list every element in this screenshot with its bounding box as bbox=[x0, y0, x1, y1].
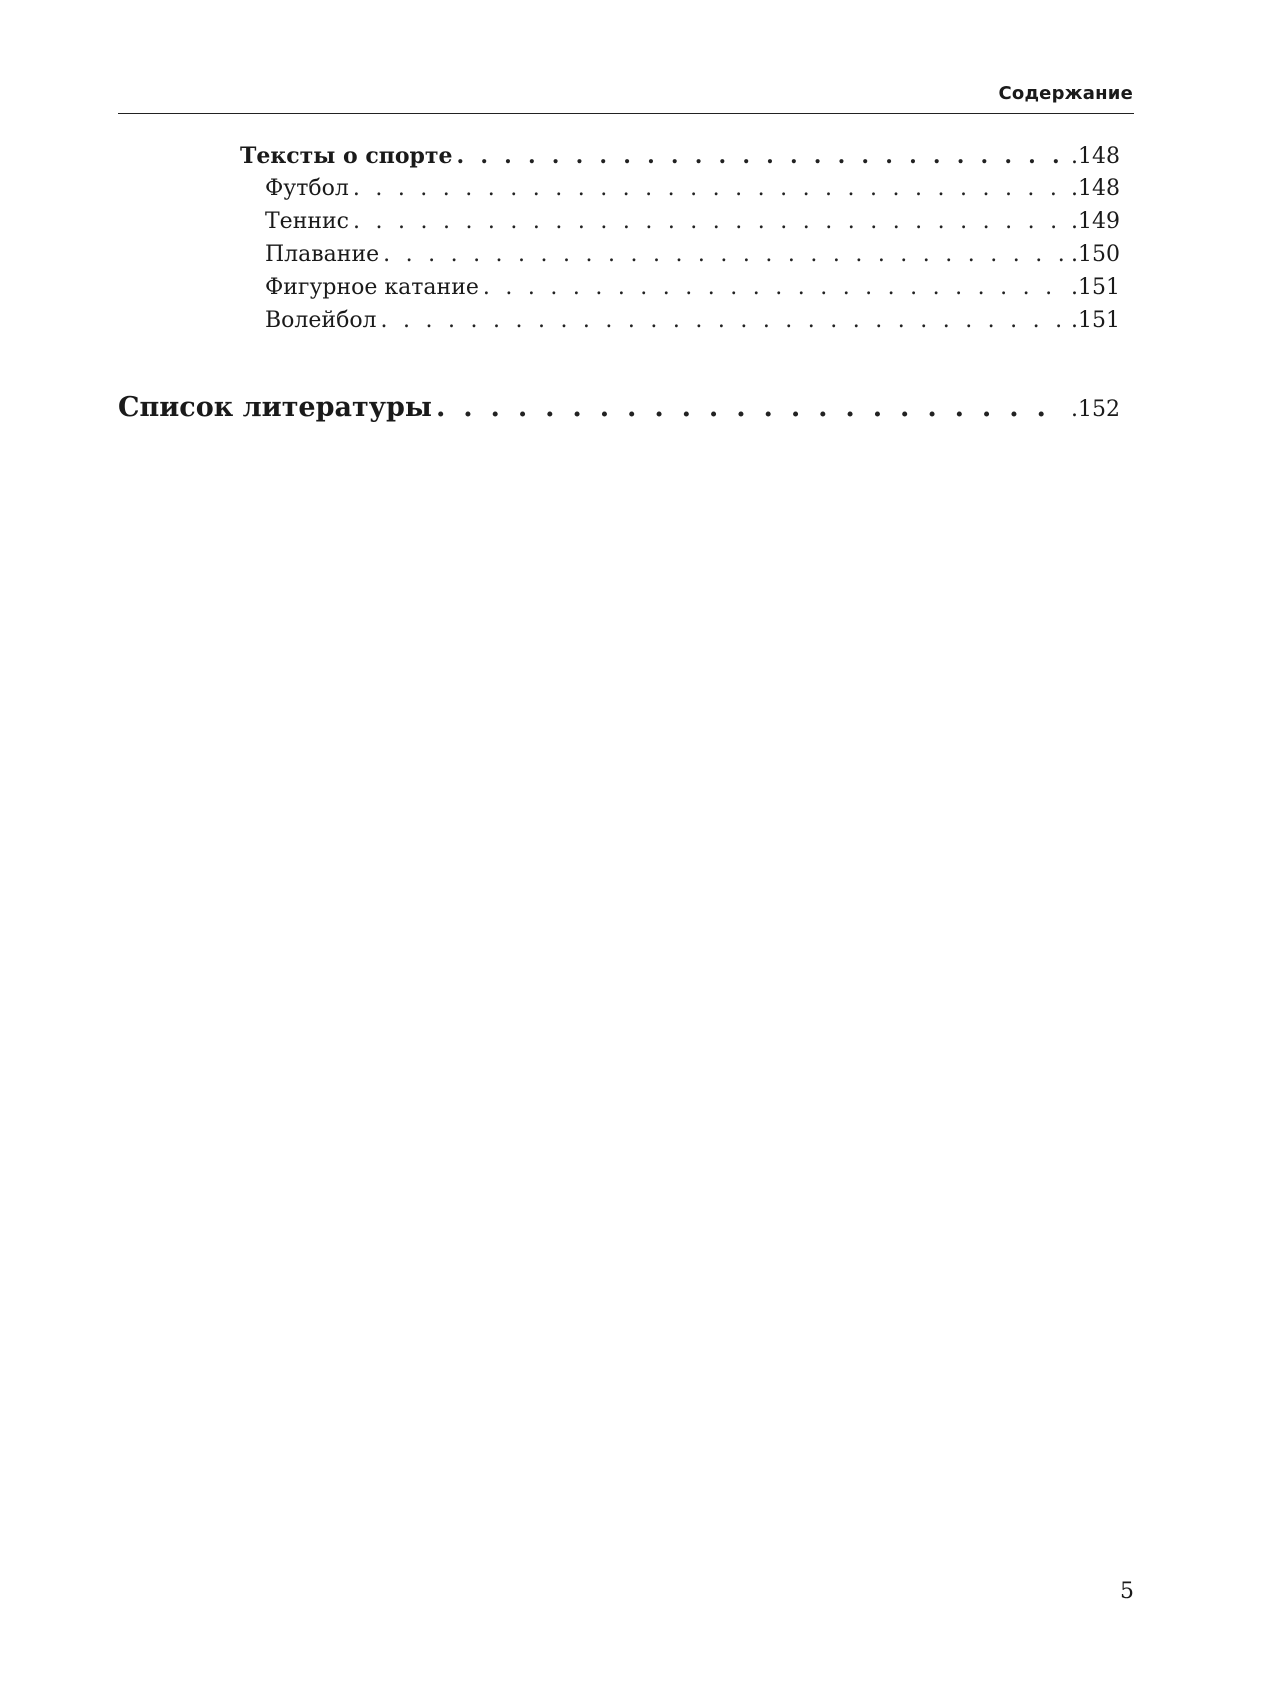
toc-entry-page: .152 bbox=[1071, 397, 1120, 422]
page-number: 5 bbox=[1120, 1579, 1134, 1604]
dot-leader bbox=[436, 392, 1065, 423]
dot-leader bbox=[457, 143, 1066, 169]
toc-entry-title: Теннис bbox=[265, 209, 350, 234]
dot-leader bbox=[383, 242, 1065, 267]
toc-entry-section[interactable] bbox=[240, 143, 1120, 169]
toc-entry-page: .151 bbox=[1071, 275, 1120, 300]
toc-entry-subsection[interactable] bbox=[265, 242, 1120, 267]
toc-entry-subsection[interactable] bbox=[265, 209, 1120, 234]
toc-entry-subsection[interactable] bbox=[265, 308, 1120, 333]
toc-entry-page: .148 bbox=[1071, 176, 1120, 201]
running-head: Содержание bbox=[998, 83, 1133, 104]
toc-entry-title: Фигурное катание bbox=[265, 275, 479, 300]
toc-entry-page: .149 bbox=[1071, 209, 1120, 234]
toc-entry-title: Список литературы bbox=[118, 392, 432, 423]
toc-entry-subsection[interactable] bbox=[265, 275, 1120, 300]
toc-entry-title: Плавание bbox=[265, 242, 380, 267]
dot-leader bbox=[483, 275, 1065, 300]
toc-entry-subsection[interactable] bbox=[265, 176, 1120, 201]
toc-entry-page: .151 bbox=[1071, 308, 1120, 333]
toc-entry-title: Тексты о спорте bbox=[240, 143, 453, 169]
toc-entry-page: .148 bbox=[1071, 144, 1120, 169]
dot-leader bbox=[381, 308, 1065, 333]
toc-entry-page: .150 bbox=[1071, 242, 1120, 267]
toc-entry-title: Футбол bbox=[265, 176, 349, 201]
dot-leader bbox=[353, 176, 1065, 201]
toc-entry-chapter[interactable] bbox=[118, 392, 1120, 423]
toc-entry-title: Волейбол bbox=[265, 308, 377, 333]
header-rule bbox=[118, 113, 1134, 114]
dot-leader bbox=[353, 209, 1065, 234]
